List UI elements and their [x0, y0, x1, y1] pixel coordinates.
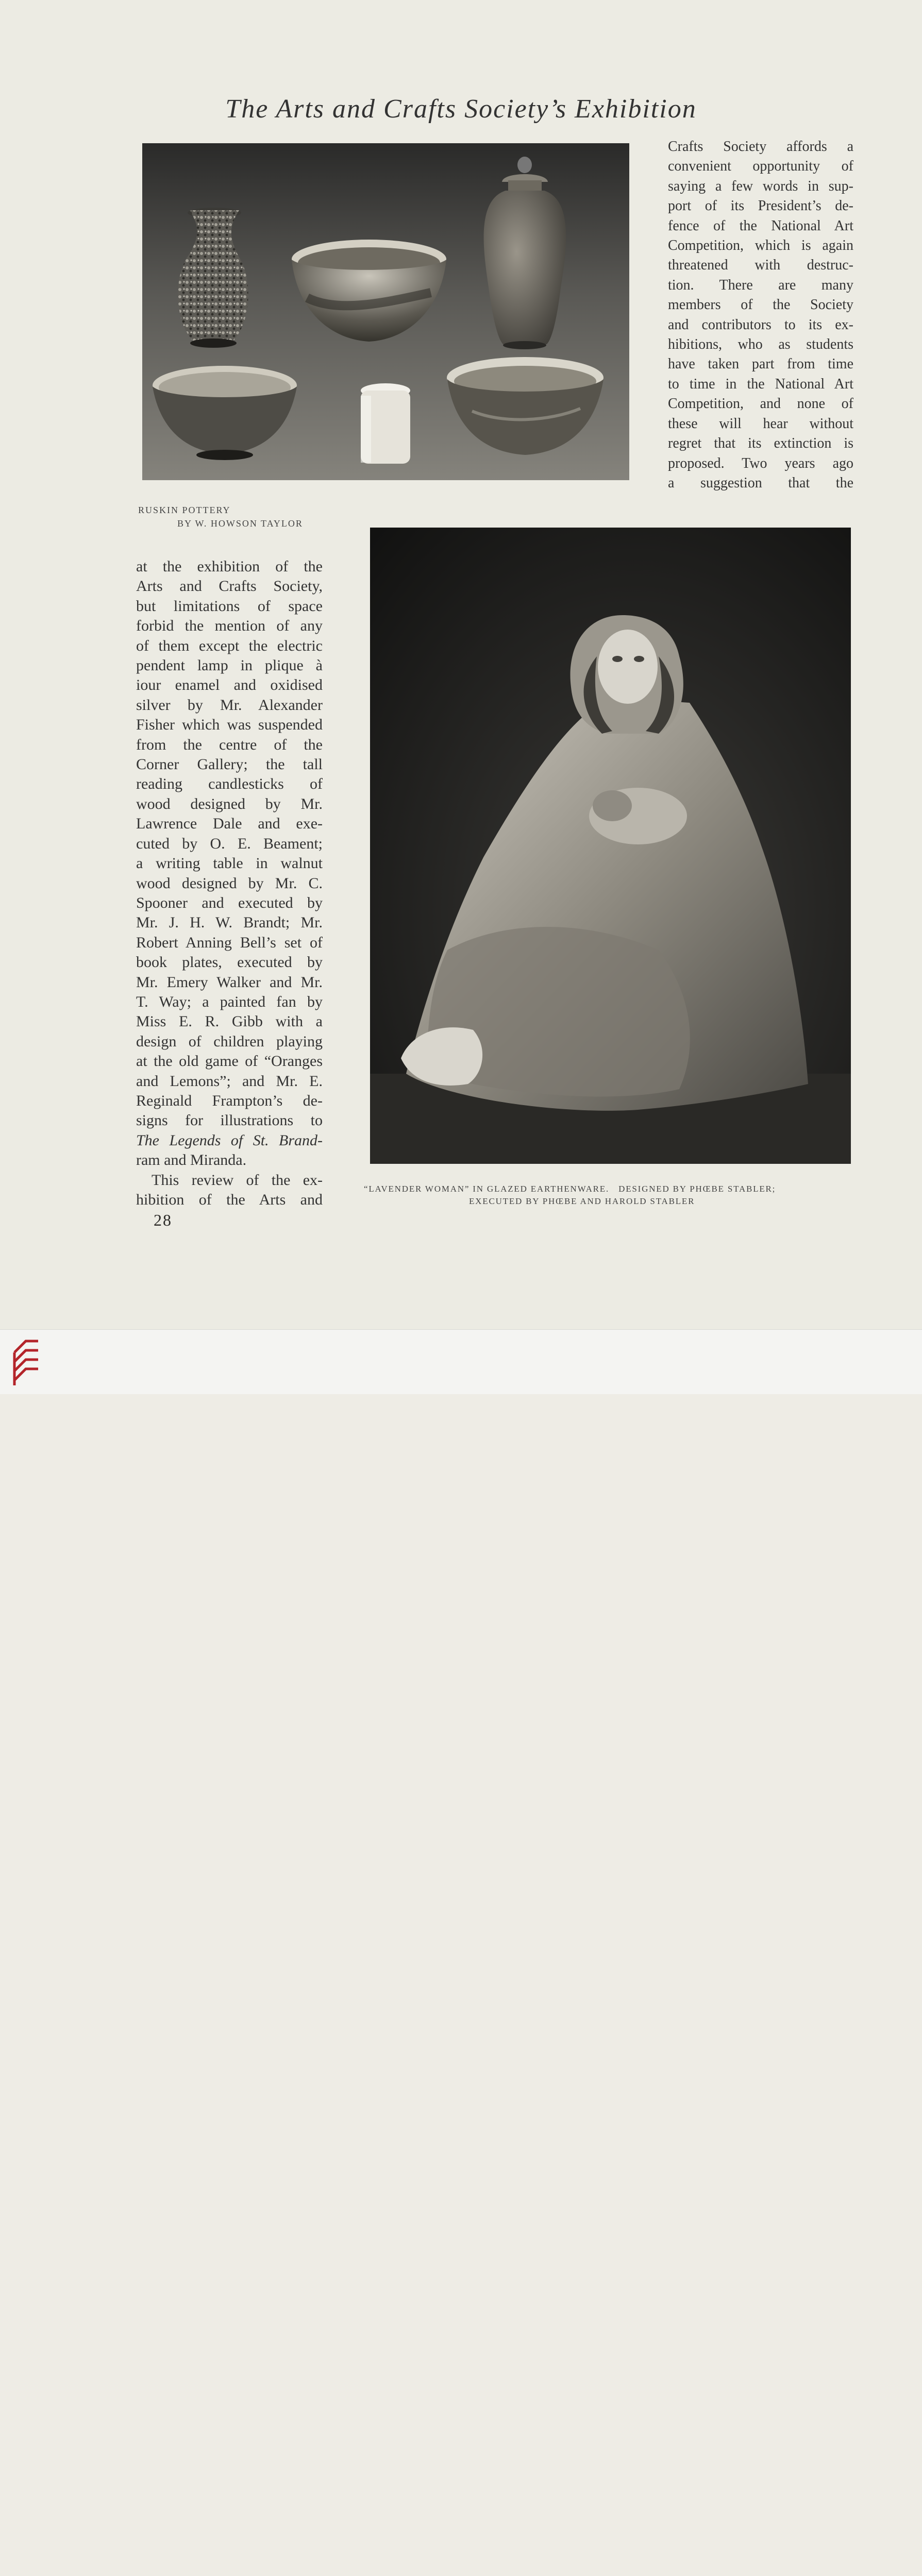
library-logo-icon	[10, 1337, 42, 1386]
pottery-image	[142, 143, 629, 480]
page-number: 28	[154, 1211, 172, 1229]
lavender-woman-photo	[370, 528, 851, 1164]
library-footer	[0, 1329, 922, 1394]
pottery-caption-line1: RUSKIN POTTERY	[138, 505, 231, 515]
lavender-woman-image	[370, 528, 851, 1164]
running-title: The Arts and Crafts Society’s Exhibition	[225, 94, 697, 124]
lavender-caption-line2: EXECUTED BY PHŒBE AND HAROLD STABLER	[469, 1196, 695, 1206]
white-jar	[361, 383, 410, 464]
pottery-caption-line2: BY W. HOWSON TAYLOR	[177, 518, 303, 529]
pottery-photo	[142, 143, 629, 480]
left-column-text: at the exhibition of the Arts and Crafts Society, but limitations of space forbid the mention of any of them except the electric pendent lamp in plique à iour enamel and oxidised silver by Mr. Alexander Fisher which was suspended from the centre of the Corner Gallery; the tall reading candlesticks of wood designed by Mr. Lawrence Dale and exe- cuted by O. E. Beament; a writing table in walnut wood designed by Mr. C. Spooner and executed by Mr. J. H. W. Brandt; Mr. Robert Anning Bell’s set of book plates, executed by Mr. Emery Walker and Mr. T. Way; a painted fan by Miss E. R. Gibb with a design of children playing at the old game of “Oranges and Lemons”; and Mr. E. Reginald Frampton’s de- signs for illustrations to The Legends of St. Brand- ram and Miranda. This review of the ex- hibition of the Arts and	[136, 558, 323, 1208]
right-column-top-text: Crafts Society affords a convenient opportunity of saying a few words in sup- port of its President’s de- fence of the National Art Competition, which is again threatened with destruc- tion. There are many members of the Society and contributors to its ex- hibitions, who as students have taken part from time to time in the National Art Competition, and none of these will hear without regret that its extinction is proposed. Two years ago a suggestion that the	[668, 139, 853, 491]
lavender-caption-line1: “LAVENDER WOMAN” IN GLAZED EARTHENWARE. DESIGNED BY PHŒBE STABLER;	[364, 1184, 776, 1194]
